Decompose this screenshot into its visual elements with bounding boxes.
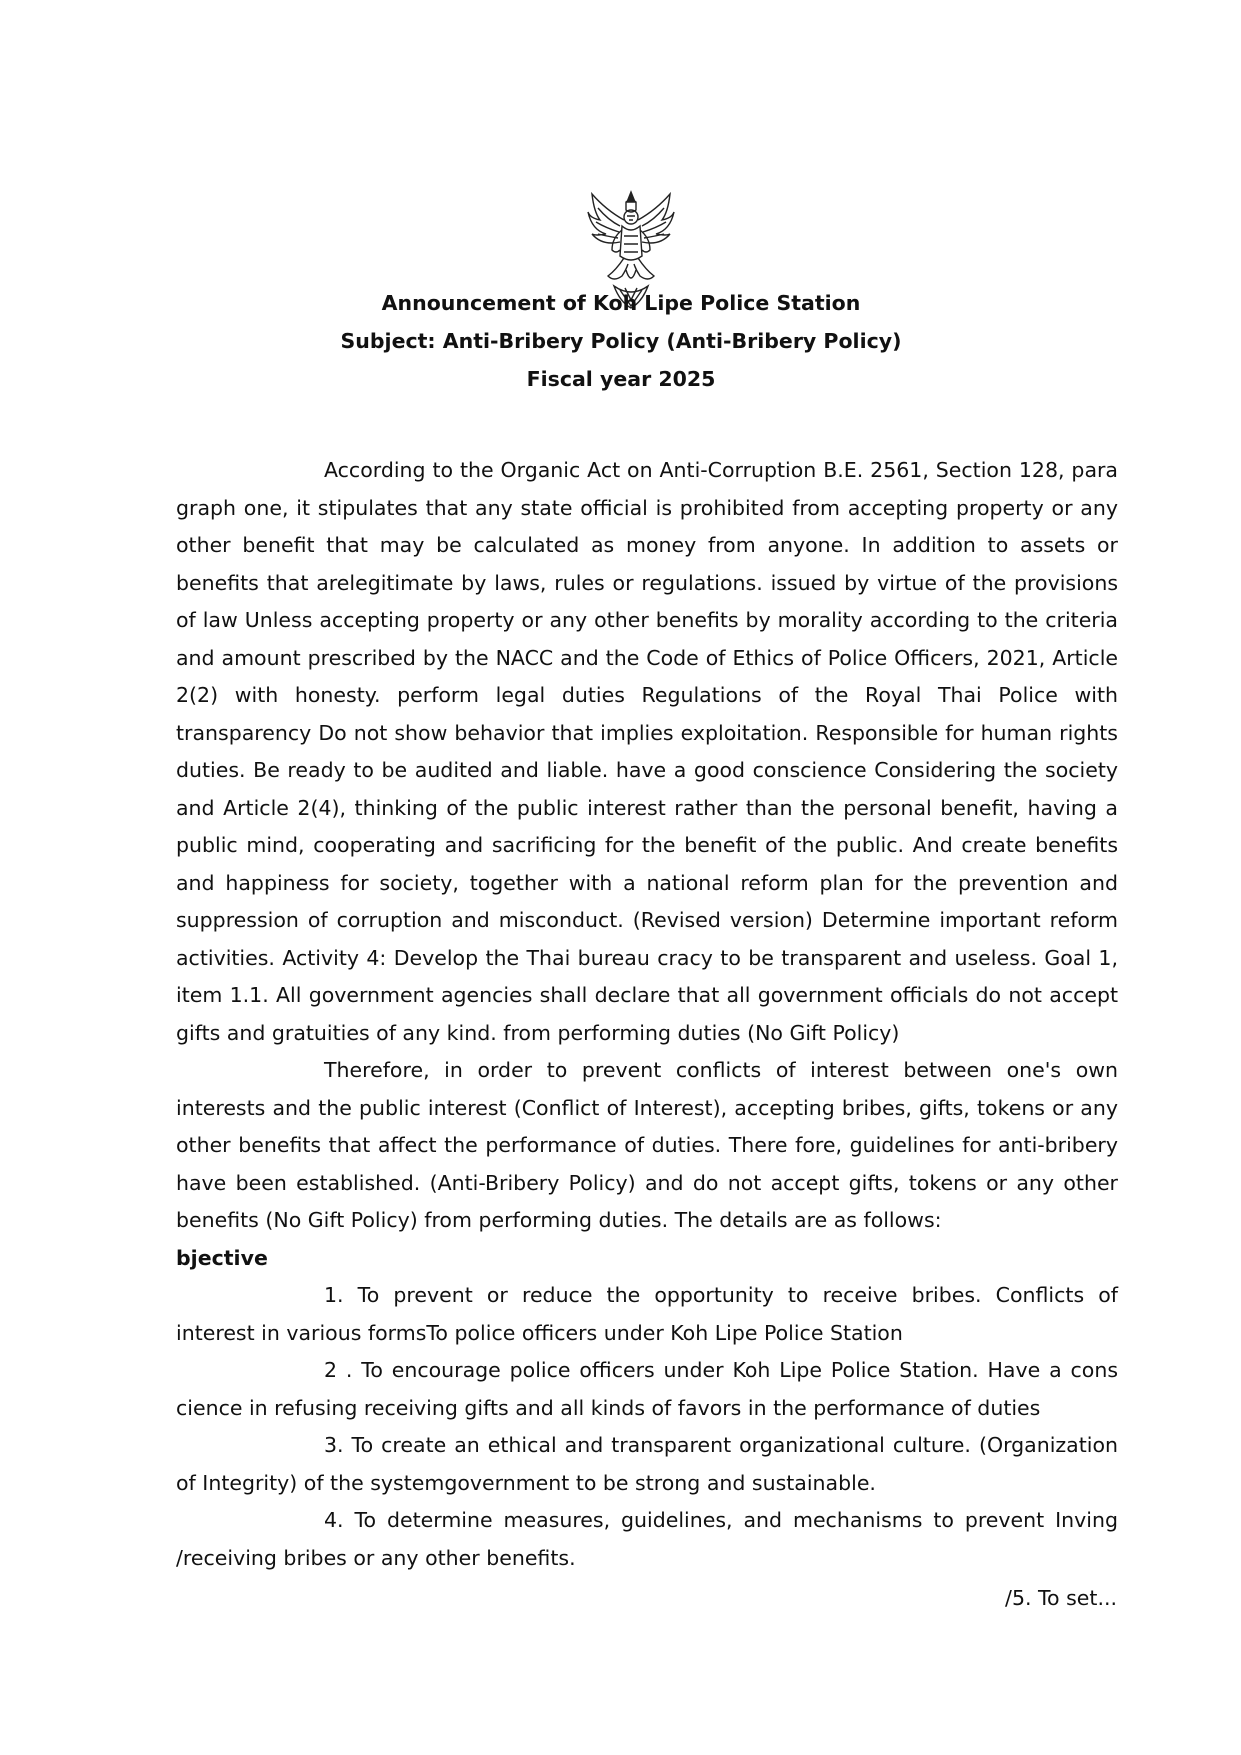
objective-heading: bjective (176, 1245, 268, 1270)
document-body (176, 452, 1118, 1577)
objective-item-4: 4. To determine measures, guidelines, and mechanisms to prevent Inving /receiving bribes or any other benefits. (176, 1508, 1118, 1570)
document-title: Announcement of Koh Lipe Police Station (381, 291, 861, 315)
paragraph-legal-basis: According to the Organic Act on Anti-Corruption B.E. 2561, Section 128, para graph one, it stipulates that any state official is prohibited from accepting property or any other benefit that may be calculated as money from anyone. In addition to assets or benefits that arelegitimate by laws, rules or regulations. issued by virtue of the provisions of law Unless accepting property or any other benefits by morality according to the criteria and amount prescribed by the NACC and the Code of Ethics of Police Officers, 2021, Article 2(2) with honesty. perform legal duties Regulations of the Royal Thai Police with transparency Do not show behavior that implies exploitation. Responsible for human rights duties. Be ready to be audited and liable. have a good conscience Considering the society and Article 2(4), thinking of the public interest rather than the personal benefit, having a public mind, cooperating and sacrificing for the benefit of the public. And create benefits and happiness for society, together with a national reform plan for the prevention and suppression of corruption and misconduct. (Revised version) Determine important reform activities. Activity 4: Develop the Thai bureau cracy to be transparent and useless. Goal 1, item 1.1. All government agencies shall declare that all government officials do not accept gifts and gratuities of any kind. from performing duties (No Gift Policy) (176, 458, 1118, 1045)
objective-item-3: 3. To create an ethical and transparent organizational culture. (Organization of Integrity) of the systemgovernment to be strong and sustainable. (176, 1433, 1118, 1495)
document-subject: Subject: Anti-Bribery Policy (Anti-Bribery Policy) (340, 329, 902, 353)
paragraph-purpose: Therefore, in order to prevent conflicts of interest between one's own interests and the public interest (Conflict of Interest), accepting bribes, gifts, tokens or any other benefits that affect the performance of duties. There fore, guidelines for anti-bribery have been established. (Anti-Bribery Policy) and do not accept gifts, tokens or any other benefits (No Gift Policy) from performing duties. The details are as follows: (176, 1058, 1118, 1232)
objective-item-2: 2 . To encourage police officers under Koh Lipe Police Station. Have a cons cience in refusing receiving gifts and all kinds of favors in the performance of duties (176, 1358, 1118, 1420)
continuation-note: /5. To set... (1005, 1586, 1117, 1610)
document-fiscal-year: Fiscal year 2025 (526, 367, 716, 391)
objective-item-1: 1. To prevent or reduce the opportunity to receive bribes. Conflicts of interest in various formsTo police officers under Koh Lipe Police Station (176, 1283, 1118, 1345)
